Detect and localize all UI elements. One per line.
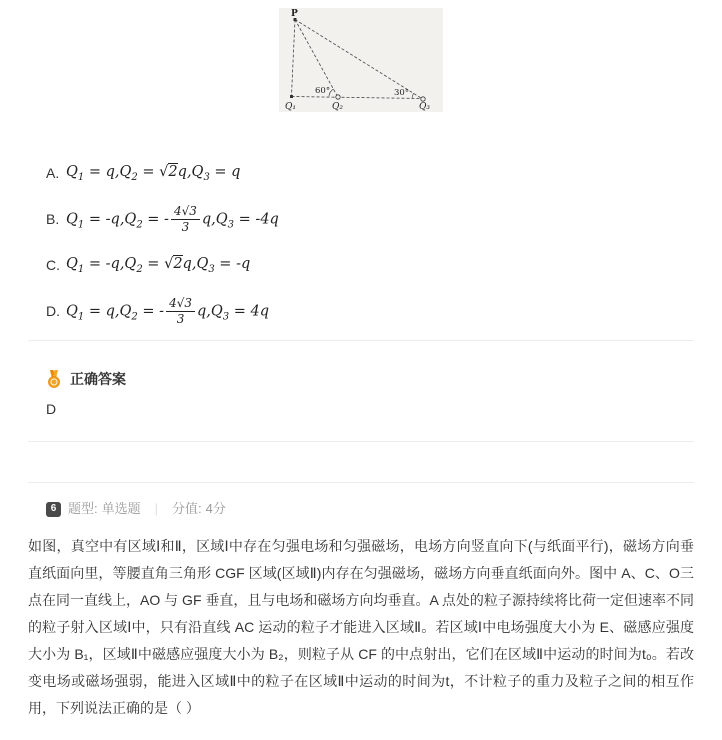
question-score-label: 分值: — [172, 501, 202, 516]
option-c-letter: C. — [46, 257, 60, 273]
option-a — [46, 156, 722, 190]
question-number-badge: 6 — [46, 502, 61, 517]
answer-label: 正确答案 — [70, 371, 126, 387]
option-d — [46, 294, 722, 328]
point-q1-marker — [290, 95, 293, 98]
option-c-formula: $Q_1 = -q,Q_2 = √2q,Q_3 = -q$ — [66, 255, 251, 275]
options-list — [0, 156, 722, 328]
label-angle-60: 60° — [315, 86, 331, 96]
point-q3-marker — [421, 97, 425, 101]
option-c — [46, 248, 722, 282]
option-b-letter: B. — [46, 211, 60, 227]
option-d-formula: $Q_1 = q,Q_2$ = - $\frac{4√3}{3}$ $q,Q_3 = 4q$ — [66, 295, 270, 326]
question-figure — [0, 0, 722, 112]
section-gap — [0, 442, 722, 482]
question-type-label: 题型: — [68, 501, 98, 516]
label-p: P — [291, 9, 298, 19]
option-a-letter: A. — [46, 165, 60, 181]
option-b — [46, 202, 722, 236]
header-separator: | — [154, 501, 159, 516]
label-angle-30: 30° — [394, 88, 410, 98]
question-header — [0, 483, 722, 517]
answer-section — [0, 341, 722, 441]
answer-value: D — [46, 401, 57, 417]
question-type-value: 单选题 — [101, 501, 141, 516]
label-q3: Q₃ — [419, 102, 430, 112]
option-b-formula: $Q_1 = -q,Q_2$ = - $\frac{4√3}{3}$ $q,Q_3 = -4q$ — [66, 203, 279, 234]
medal-icon — [46, 370, 62, 388]
point-q2-marker — [336, 95, 340, 99]
answer-header — [46, 369, 676, 389]
question-section — [0, 483, 722, 740]
question-body: 如图，真空中有区域Ⅰ和Ⅱ，区域Ⅰ中存在匀强电场和匀强磁场，电场方向竖直向下(与纸面平行)，磁场方向垂直纸面向里，等腰直角三角形 CGF 区域(区域Ⅱ)内存在匀强磁场，磁场方向垂直纸面向外。图中 A、C、O三点在同一直线上，AO 与 GF 垂直，且与电场和磁场方向均垂直。A 点处的粒子源持续将比荷一定但速率不同的粒子射入区域Ⅰ中，只有沿直线 AC 运动的粒子才能进入区域Ⅱ。若区域Ⅰ中电场强度大小为 E、磁感应强度大小为 B₁，区域Ⅱ中磁感应强度大小为 B₂，则粒子从 CF 的中点射出，它们在区域Ⅱ中运动的时间为t₀。若改变电场或磁场强弱，能进入区域Ⅱ中的粒子在区域Ⅱ中运动的时间为t，不计粒子的重力及粒子之间的相互作用，下列说法正确的是（ ） — [28, 538, 694, 716]
physics-diagram — [279, 8, 443, 112]
label-q1: Q₁ — [285, 102, 296, 112]
label-q2: Q₂ — [332, 102, 343, 112]
option-d-letter: D. — [46, 303, 60, 319]
option-a-formula: $Q_1 = q,Q_2 = √2q,Q_3 = q$ — [66, 163, 241, 183]
question-score-value: 4分 — [205, 501, 226, 516]
